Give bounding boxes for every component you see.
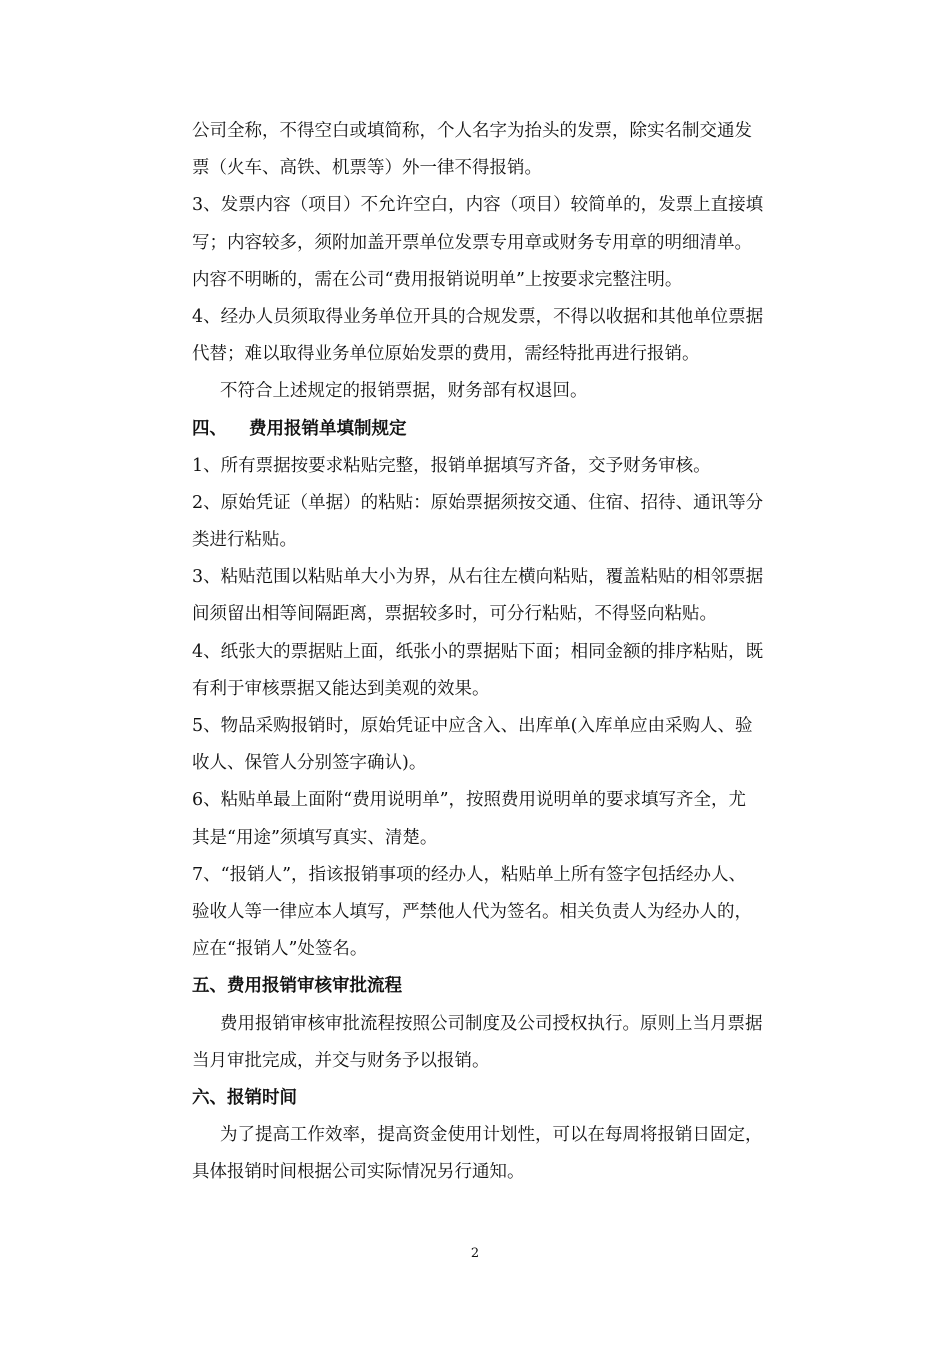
section-5-line: 当月审批完成，并交与财务予以报销。 (192, 1050, 490, 1071)
paragraph-line: 写；内容较多，须附加盖开票单位发票专用章或财务专用章的明细清单。 (192, 232, 752, 253)
section-6-heading: 六、报销时间 (192, 1087, 297, 1108)
section-4-line: 应在“报销人”处签名。 (192, 939, 368, 960)
section-4-line: 4、纸张大的票据贴上面，纸张小的票据贴下面；相同金额的排序粘贴，既 (192, 641, 764, 662)
section-5-heading: 五、费用报销审核审批流程 (192, 976, 402, 997)
section-4-heading (192, 411, 810, 448)
section-4-line: 3、粘贴范围以粘贴单大小为界，从右往左横向粘贴，覆盖粘贴的相邻票据 (192, 567, 764, 588)
section-4-line: 类进行粘贴。 (192, 530, 297, 551)
document-body (192, 113, 810, 1191)
section-4-line: 6、粘贴单最上面附“费用说明单”，按照费用说明单的要求填写齐全，尤 (192, 790, 747, 811)
paragraph-line: 3、发票内容（项目）不允许空白，内容（项目）较简单的，发票上直接填 (192, 195, 764, 216)
section-4-line: 有利于审核票据又能达到美观的效果。 (192, 678, 490, 699)
section-4-line: 其是“用途”须填写真实、清楚。 (192, 827, 438, 848)
paragraph-line: 公司全称，不得空白或填简称，个人名字为抬头的发票，除实名制交通发 (192, 121, 752, 141)
section-4-number: 四、 (192, 418, 227, 439)
section-4-line: 5、物品采购报销时，原始凭证中应含入、出库单(入库单应由采购人、验 (192, 716, 753, 736)
section-4-line: 7、“报销人”，指该报销事项的经办人，粘贴单上所有签字包括经办人、 (192, 864, 747, 885)
paragraph-line: 4、经办人员须取得业务单位开具的合规发票，不得以收据和其他单位票据 (192, 306, 764, 327)
paragraph-line: 代替；难以取得业务单位原始发票的费用，需经特批再进行报销。 (192, 344, 700, 365)
paragraph-line: 票（火车、高铁、机票等）外一律不得报销。 (192, 158, 542, 179)
section-4-title: 费用报销单填制规定 (249, 418, 407, 439)
section-4-line: 2、原始凭证（单据）的粘贴：原始票据须按交通、住宿、招待、通讯等分 (192, 492, 764, 513)
section-6-line: 具体报销时间根据公司实际情况另行通知。 (192, 1162, 525, 1183)
section-6-line: 为了提高工作效率，提高资金使用计划性，可以在每周将报销日固定， (220, 1125, 763, 1146)
section-4-line: 间须留出相等间隔距离，票据较多时，可分行粘贴，不得竖向粘贴。 (192, 604, 717, 625)
section-5-line: 费用报销审核审批流程按照公司制度及公司授权执行。原则上当月票据 (220, 1013, 763, 1034)
section-4-line: 收人、保管人分别签字确认)。 (192, 753, 427, 774)
paragraph-line: 不符合上述规定的报销票据，财务部有权退回。 (220, 381, 588, 402)
page-number: 2 (470, 1246, 480, 1261)
paragraph-line: 内容不明晰的，需在公司“费用报销说明单”上按要求完整注明。 (192, 269, 683, 290)
section-4-line: 验收人等一律应本人填写，严禁他人代为签名。相关负责人为经办人的， (192, 901, 752, 922)
section-4-line: 1、所有票据按要求粘贴完整，报销单据填写齐备，交予财务审核。 (192, 455, 711, 476)
